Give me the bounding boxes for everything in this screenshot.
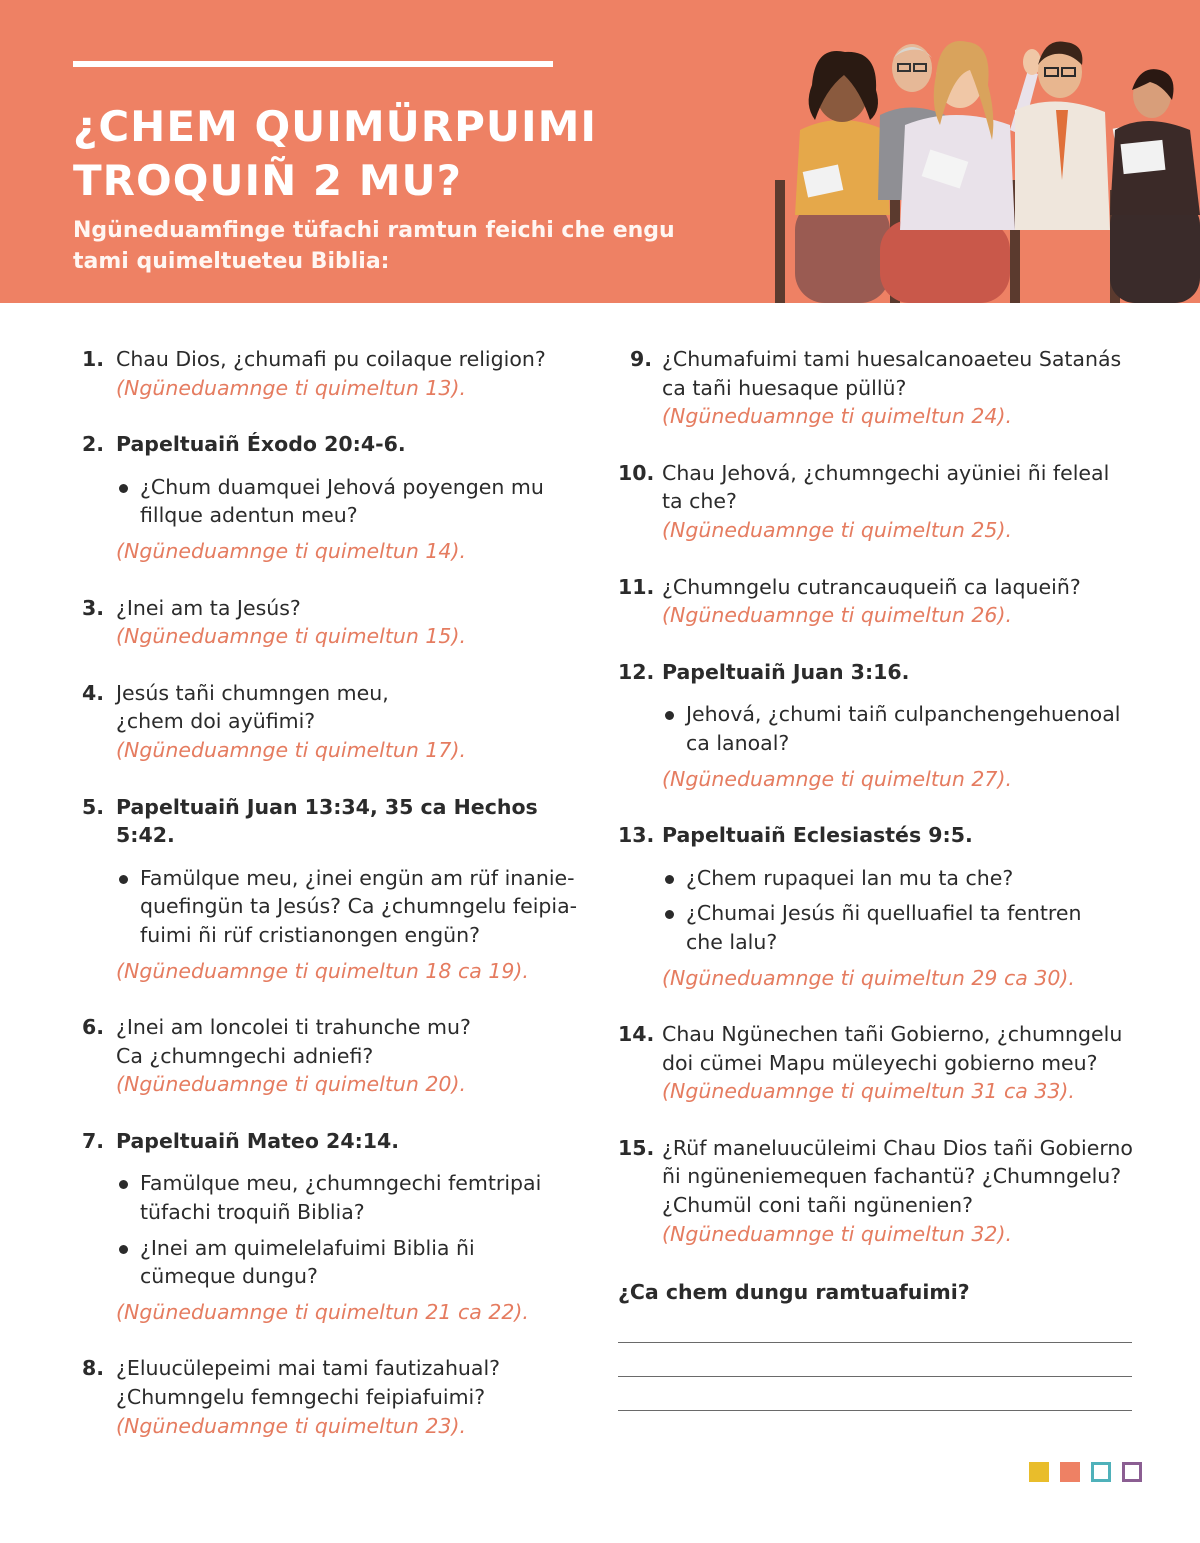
question-2 (82, 430, 602, 565)
question-text: ¿Inei am ta Jesús? (116, 595, 301, 620)
question-text: ¿Rüf maneluucüleimi Chau Dios tañi Gobierno (662, 1135, 1133, 1160)
bullet-line: ¿Chumai Jesús ñi quelluafiel ta fentren (686, 901, 1082, 926)
question-7 (82, 1127, 602, 1327)
bullet-line: fillque adentun meu? (140, 503, 358, 528)
reference-text: (Ngüneduamnge ti quimeltun 32). (662, 1221, 1012, 1246)
teal-outline-square-icon (1091, 1462, 1111, 1482)
bullet-item (116, 1169, 602, 1226)
question-number: 11. (618, 574, 655, 599)
page-subtitle-line-1: Ngüneduamfinge tüfachi ramtun feichi che engu (73, 218, 675, 243)
audience-illustration (760, 30, 1200, 303)
bullet-item (662, 899, 1138, 956)
question-10 (618, 459, 1138, 545)
bullet-list (662, 700, 1138, 757)
question-number: 14. (618, 1022, 655, 1047)
page-subtitle (73, 215, 713, 277)
closing-question: ¿Ca chem dungu ramtuafuimi? (618, 1280, 970, 1305)
bullet-line: cümeque dungu? (140, 1264, 318, 1289)
bullet-line: tüfachi troquiñ Biblia? (140, 1200, 365, 1225)
question-14 (618, 1020, 1138, 1106)
question-number: 6. (82, 1015, 105, 1040)
bullet-line: ¿Chem rupaquei lan mu ta che? (686, 865, 1014, 890)
question-number: 5. (82, 794, 105, 819)
question-text: Chau Dios, ¿chumafi pu coilaque religion? (116, 347, 546, 371)
question-text: Chau Jehová, ¿chumngechi ayüniei ñi feleal (662, 460, 1110, 485)
reference-text: (Ngüneduamnge ti quimeltun 25). (662, 517, 1012, 542)
question-number: 15. (618, 1135, 655, 1160)
question-number: 10. (618, 460, 655, 485)
purple-outline-square-icon (1122, 1462, 1142, 1482)
question-text: ¿Inei am loncolei ti trahunche mu? (116, 1015, 471, 1040)
question-text: Chau Ngünechen tañi Gobierno, ¿chumngelu (662, 1022, 1123, 1047)
bullet-line: Famülque meu, ¿inei engün am rüf inanie- (140, 865, 575, 890)
question-number: 13. (618, 823, 655, 848)
reference-text: (Ngüneduamnge ti quimeltun 20). (116, 1072, 466, 1097)
question-12 (618, 658, 1138, 793)
question-number: 2. (82, 432, 105, 457)
question-text: ¿Chumngelu cutrancauqueiñ ca laqueiñ? (662, 574, 1081, 599)
question-text: doi cümei Mapu müleyechi gobierno meu? (662, 1050, 1098, 1075)
question-number: 3. (82, 595, 105, 620)
bullet-line: fuimi ñi rüf cristianongen engün? (140, 922, 480, 947)
reference-text: (Ngüneduamnge ti quimeltun 29 ca 30). (662, 965, 1075, 990)
bullet-list (116, 864, 602, 950)
page-subtitle-line-2: tami quimeltueteu Biblia: (73, 249, 390, 274)
orange-square-icon (1060, 1462, 1080, 1482)
question-text: ¿Eluucülepeimi mai tami fautizahual? (116, 1356, 501, 1381)
bullet-line: ca lanoal? (686, 730, 790, 755)
question-number: 4. (82, 680, 105, 705)
bullet-list (662, 864, 1138, 957)
header-banner (0, 0, 1200, 303)
question-title: Papeltuaiñ Éxodo 20:4-6. (116, 432, 406, 457)
question-number: 1. (82, 347, 105, 371)
bullet-line: ¿Inei am quimelelafuimi Biblia ñi (140, 1235, 475, 1260)
question-text: ¿Chumül coni tañi ngünenien? (662, 1193, 973, 1218)
reference-text: (Ngüneduamnge ti quimeltun 18 ca 19). (116, 958, 529, 983)
bullet-item (116, 864, 602, 950)
question-4 (82, 679, 602, 765)
question-6 (82, 1013, 602, 1099)
bullet-line: Famülque meu, ¿chumngechi femtripai (140, 1171, 542, 1196)
bullet-line: Jehová, ¿chumi taiñ culpanchengehuenoal (686, 702, 1121, 727)
question-text: ¿chem doi ayüfimi? (116, 709, 316, 734)
answer-line[interactable] (618, 1342, 1132, 1343)
question-text: Jesús tañi chumngen meu, (116, 680, 389, 705)
question-8 (82, 1354, 602, 1440)
person-woman-yellow (795, 51, 890, 303)
bullet-item (662, 700, 1138, 757)
reference-text: (Ngüneduamnge ti quimeltun 13). (116, 375, 466, 400)
reference-text: (Ngüneduamnge ti quimeltun 31 ca 33). (662, 1079, 1075, 1104)
question-1 (82, 345, 602, 402)
question-number: 7. (82, 1128, 105, 1153)
bullet-line: quefingün ta Jesús? Ca ¿chumngelu feipia- (140, 894, 578, 919)
question-title: Papeltuaiñ Juan 3:16. (662, 659, 910, 684)
question-number: 8. (82, 1356, 105, 1381)
question-text: ¿Chumafuimi tami huesalcanoaeteu Satanás (662, 347, 1122, 371)
question-text: ¿Chumngelu femngechi feipiafuimi? (116, 1385, 486, 1410)
question-text: ca tañi huesaque püllü? (662, 375, 907, 400)
question-11 (618, 573, 1138, 630)
question-text: ñi ngüneniemequen fachantü? ¿Chumngelu? (662, 1164, 1122, 1189)
reference-text: (Ngüneduamnge ti quimeltun 17). (116, 737, 466, 762)
question-title: Papeltuaiñ Eclesiastés 9:5. (662, 823, 973, 848)
color-squares (1029, 1462, 1142, 1482)
reference-text: (Ngüneduamnge ti quimeltun 21 ca 22). (116, 1299, 529, 1324)
question-5 (82, 793, 602, 986)
questions-right-column (618, 345, 1138, 1411)
reference-text: (Ngüneduamnge ti quimeltun 23). (116, 1413, 466, 1438)
reference-text: (Ngüneduamnge ti quimeltun 24). (662, 404, 1012, 429)
question-text: Ca ¿chumngechi adniefi? (116, 1043, 374, 1068)
question-title: Papeltuaiñ Mateo 24:14. (116, 1128, 400, 1153)
bullet-item (116, 473, 602, 530)
bullet-line: che lalu? (686, 929, 778, 954)
bullet-list (116, 473, 602, 530)
bullet-item (116, 1234, 602, 1291)
reference-text: (Ngüneduamnge ti quimeltun 14). (116, 538, 466, 563)
question-13 (618, 821, 1138, 992)
yellow-square-icon (1029, 1462, 1049, 1482)
question-9 (618, 345, 1138, 431)
reference-text: (Ngüneduamnge ti quimeltun 26). (662, 603, 1012, 628)
answer-line[interactable] (618, 1376, 1132, 1377)
person-woman-reading (1110, 69, 1200, 303)
header-rule (73, 61, 553, 67)
bullet-line: ¿Chum duamquei Jehová poyengen mu (140, 474, 544, 499)
question-number: 9. (630, 347, 653, 371)
answer-line[interactable] (618, 1410, 1132, 1411)
bullet-item (662, 864, 1138, 893)
bullet-list (116, 1169, 602, 1290)
question-text: ta che? (662, 489, 737, 514)
page-title-line-1: ¿CHEM QUIMÜRPUIMI (73, 102, 598, 151)
question-3 (82, 594, 602, 651)
question-title: Papeltuaiñ Juan 13:34, 35 ca Hechos 5:42. (116, 794, 538, 848)
reference-text: (Ngüneduamnge ti quimeltun 15). (116, 624, 466, 649)
question-number: 12. (618, 659, 655, 684)
questions-left-column (82, 345, 602, 1440)
question-15 (618, 1134, 1138, 1248)
page-title (73, 100, 693, 208)
page-title-line-2: TROQUIÑ 2 MU? (73, 156, 463, 205)
reference-text: (Ngüneduamnge ti quimeltun 27). (662, 766, 1012, 791)
